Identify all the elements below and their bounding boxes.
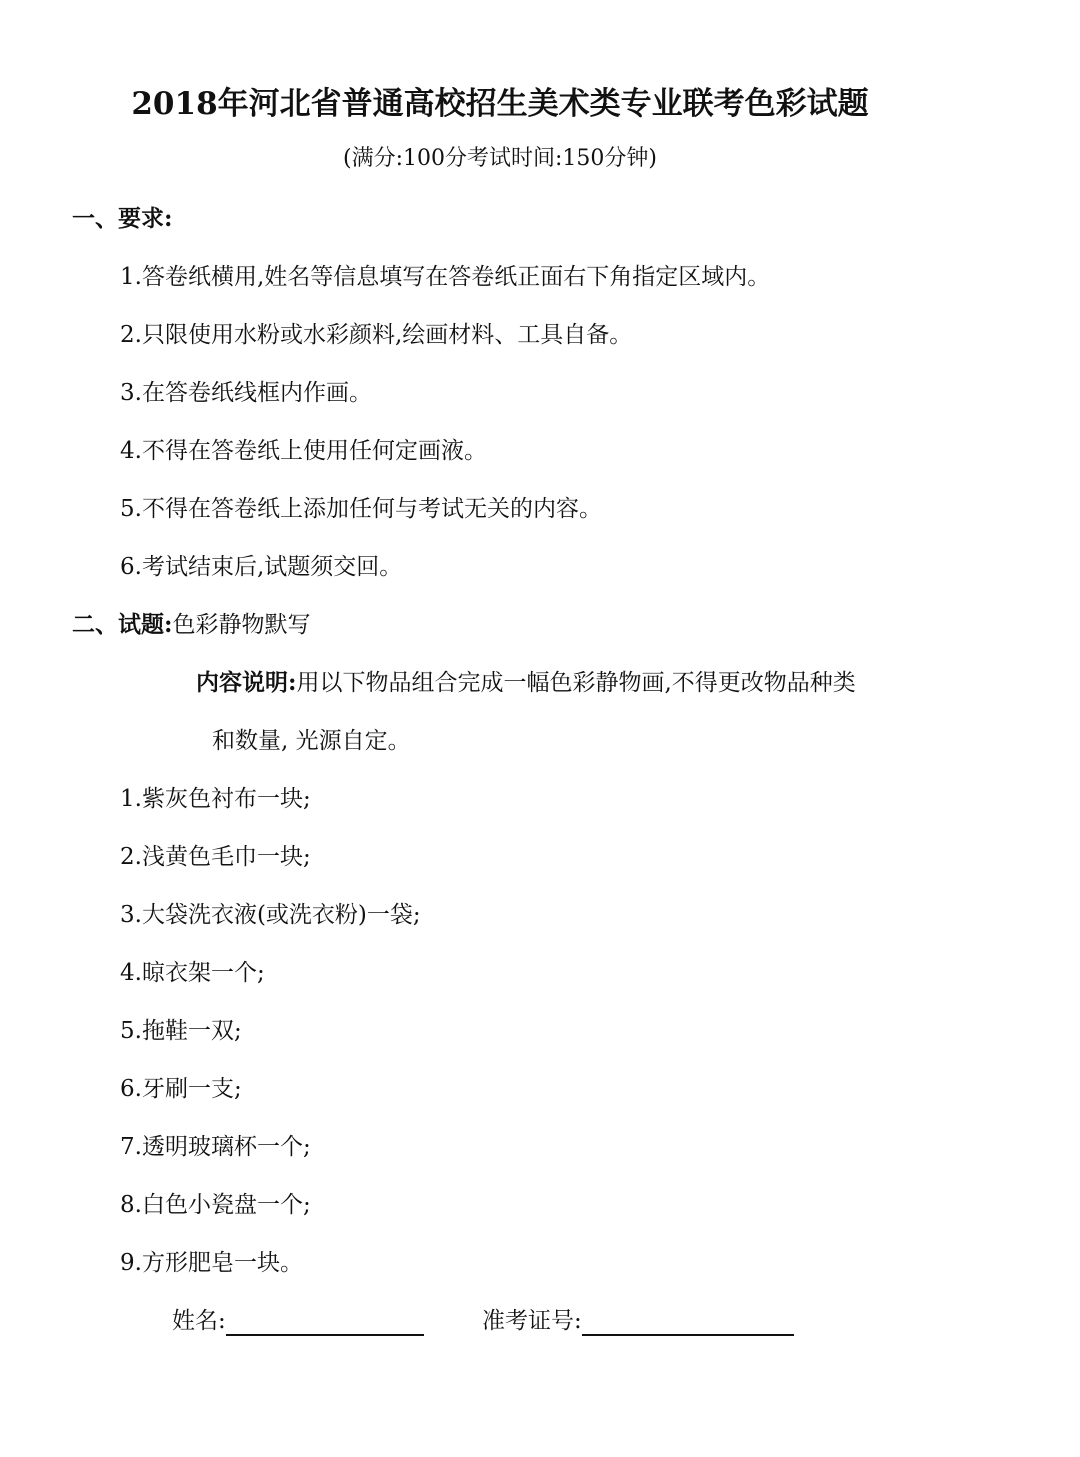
still-life-item: 3.大袋洗衣液(或洗衣粉)一袋; [120, 902, 421, 928]
requirement-item: 4.不得在答卷纸上使用任何定画液。 [120, 438, 487, 464]
requirement-item: 1.答卷纸横用,姓名等信息填写在答卷纸正面右下角指定区域内。 [120, 264, 771, 290]
requirement-item: 2.只限使用水粉或水彩颜料,绘画材料、工具自备。 [120, 322, 633, 348]
name-label: 姓名: [172, 1308, 226, 1334]
exam-id-field [482, 1306, 794, 1336]
still-life-item: 7.透明玻璃杯一个; [120, 1134, 311, 1160]
name-blank-line[interactable] [226, 1308, 424, 1336]
requirement-item: 3.在答卷纸线框内作画。 [120, 380, 372, 406]
section-requirements-heading: 一、要求: [72, 205, 173, 232]
section-question-label: 二、试题: [72, 611, 173, 638]
still-life-item: 9.方形肥皂一块。 [120, 1250, 303, 1276]
question-topic: 色彩静物默写 [172, 612, 311, 638]
page-title: 2018年河北省普通高校招生美术类专业联考色彩试题 [131, 86, 869, 122]
still-life-item: 8.白色小瓷盘一个; [120, 1192, 311, 1218]
exam-id-blank-line[interactable] [582, 1308, 794, 1336]
section-question-heading [72, 610, 311, 640]
content-description-continued: 和数量, 光源自定。 [212, 728, 411, 754]
still-life-item: 5.拖鞋一双; [120, 1018, 242, 1044]
name-field [172, 1306, 424, 1336]
requirement-item: 6.考试结束后,试题须交回。 [120, 554, 403, 580]
still-life-item: 2.浅黄色毛巾一块; [120, 844, 311, 870]
still-life-item: 6.牙刷一支; [120, 1076, 242, 1102]
still-life-item: 1.紫灰色衬布一块; [120, 786, 311, 812]
content-description-text: 用以下物品组合完成一幅色彩静物画,不得更改物品种类 [296, 670, 856, 696]
exam-info: (满分:100分考试时间:150分钟) [343, 146, 657, 171]
content-description [196, 668, 856, 698]
requirement-item: 5.不得在答卷纸上添加任何与考试无关的内容。 [120, 496, 602, 522]
still-life-item: 4.晾衣架一个; [120, 960, 265, 986]
content-description-label: 内容说明: [196, 669, 297, 696]
exam-id-label: 准考证号: [482, 1308, 582, 1334]
